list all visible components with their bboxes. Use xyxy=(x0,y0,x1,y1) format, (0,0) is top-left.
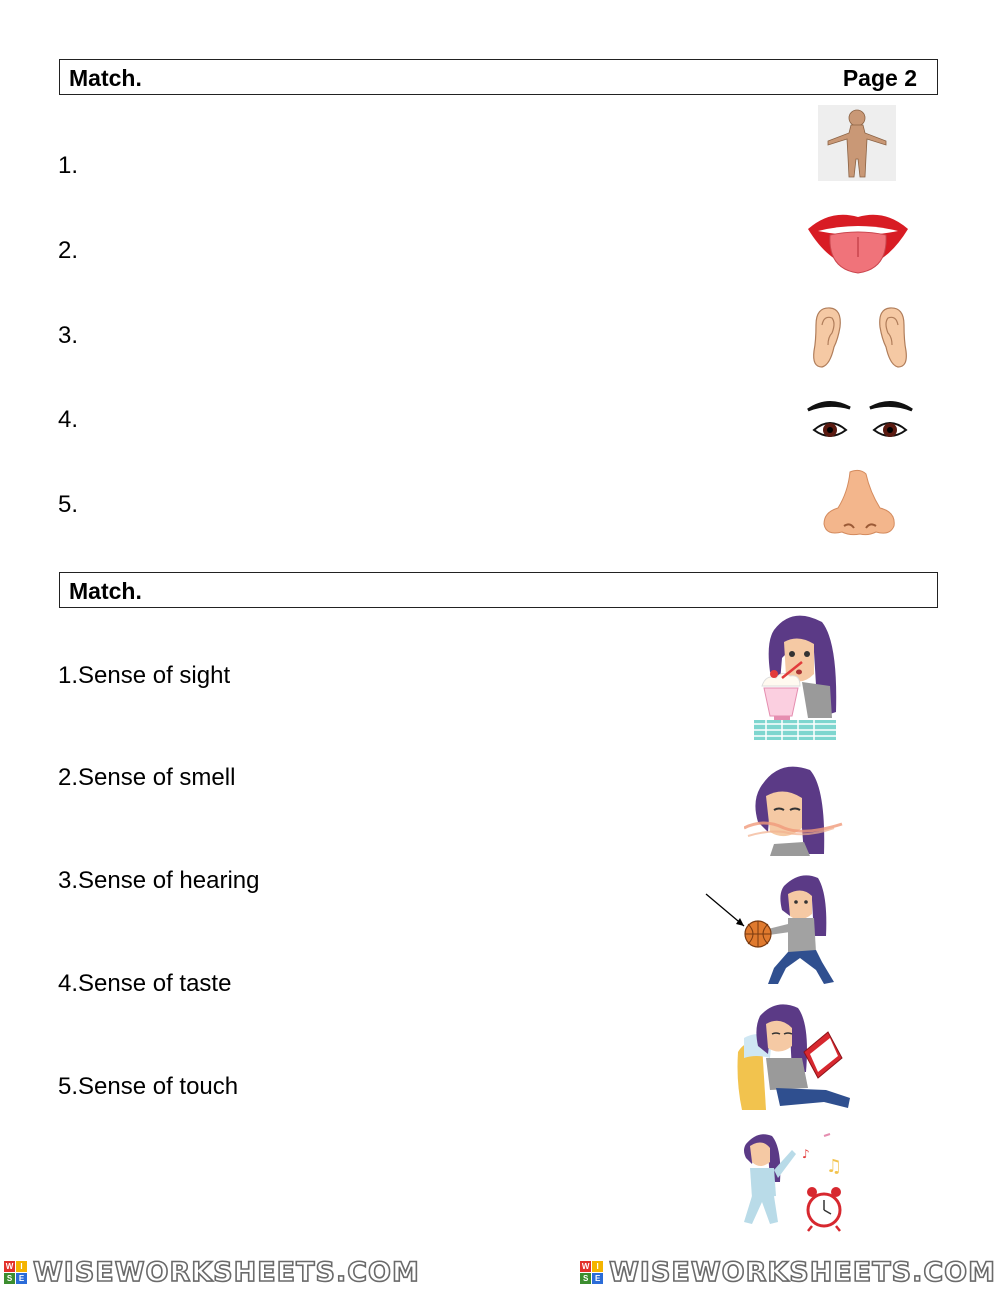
girl-basketball xyxy=(704,872,840,990)
section1-item-5: 5. xyxy=(58,491,79,518)
section1-item-1: 1. xyxy=(58,152,79,179)
nose-icon xyxy=(820,468,898,538)
section1-item-3: 3. xyxy=(58,322,79,349)
section2-header xyxy=(59,572,938,608)
section2-item-smell: 2.Sense of smell xyxy=(58,764,236,791)
girl-dancing-alarm-clock xyxy=(740,1128,852,1232)
eyes-icon xyxy=(806,398,914,446)
section2-item-hearing: 3.Sense of hearing xyxy=(58,867,260,894)
watermark-text: WISEWORKSHEETS.COM xyxy=(33,1257,420,1288)
section1-header xyxy=(59,59,938,95)
section1-item-2: 2. xyxy=(58,237,79,264)
section2-item-sight: 1.Sense of sight xyxy=(58,662,231,689)
girl-drinking-milkshake xyxy=(752,612,840,742)
section1-title: Match. xyxy=(69,65,142,91)
watermark-text: WISEWORKSHEETS.COM xyxy=(609,1257,996,1288)
watermark-logo-icon: W I S E xyxy=(4,1261,27,1284)
watermark-right xyxy=(580,1257,996,1288)
girl-smelling xyxy=(744,762,844,856)
girl-reading-book xyxy=(736,1002,856,1114)
page-label: Page 2 xyxy=(842,65,917,91)
svg-text:♪: ♪ xyxy=(802,1147,810,1161)
mouth-tongue-icon xyxy=(806,207,910,277)
section2-title: Match. xyxy=(69,578,142,604)
footer-watermark xyxy=(0,1254,1000,1291)
ears-icon xyxy=(808,305,912,371)
svg-text:♫: ♫ xyxy=(826,1156,843,1177)
body-icon xyxy=(818,105,896,181)
section2-item-touch: 5.Sense of touch xyxy=(58,1073,239,1100)
section2-item-taste: 4.Sense of taste xyxy=(58,970,232,997)
watermark-logo-icon: W I S E xyxy=(580,1261,603,1284)
section1-item-4: 4. xyxy=(58,406,79,433)
watermark-left xyxy=(4,1257,420,1288)
